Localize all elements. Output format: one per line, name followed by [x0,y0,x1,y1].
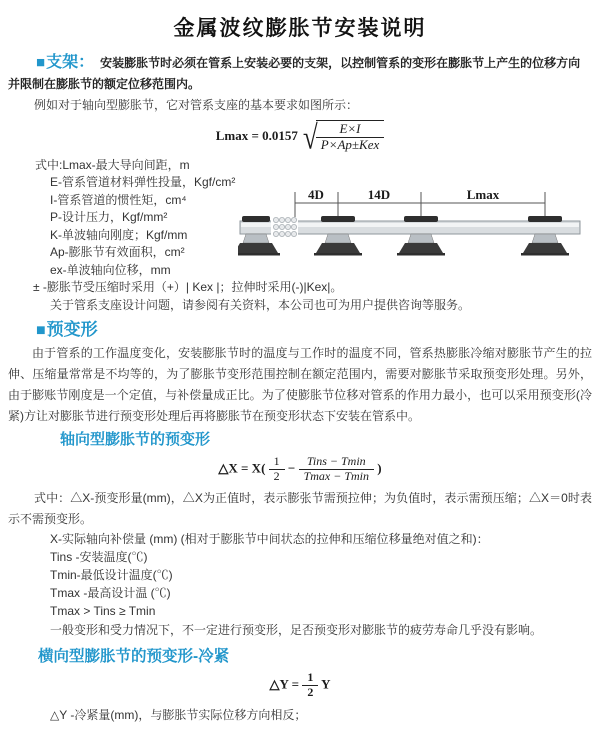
axial-definition-line: Tmax > Tins ≥ Tmin [50,603,156,618]
formula-delta-y [0,671,600,700]
formula-deltay-rhs: Y [321,676,331,692]
pipe-support-diagram [238,183,598,263]
fraction-denominator: P×Ap±Kex [320,136,380,152]
fraction-denominator: Tmax − Tmin [303,469,370,484]
dimension-label-4d: 4D [308,186,324,202]
formula-lmax-fraction [316,122,385,153]
support-note-line: 关于管系支座设计问题，请参阅有关资料，本公司也可为用户提供咨询等服务。 [50,297,471,312]
variable-definition-line: ex-单波轴向位移，mm [50,262,171,277]
axial-definition-line: Tmax -最高设计温 (℃) [50,585,171,600]
variable-definition-line: E-管系管道材料弹性投量，Kgf/cm² [50,175,236,190]
support-section-label: 支架： [46,54,95,71]
fraction-numerator: 1 [269,455,285,470]
page-title: 金属波纹膨胀节安装说明 [173,17,427,40]
fraction-numerator: Tins − Tmin [299,455,374,470]
variable-definition-line: K-单波轴向刚度；Kgf/mm [50,227,188,242]
formula-lmax [0,118,600,156]
axial-note-text: 一般变形和受力情况下，不一定进行预变形，足否预变形对膨胀节的疲劳寿命几乎没有影响。 [50,622,543,637]
variable-definitions [0,157,600,315]
support-example-text: 例如对于轴向型膨胀节，它对管系支座的基本要求如图所示： [34,98,359,112]
variable-definition-line: ± -膨胀节受压缩时采用（+）| Kex |；拉伸时采用(-)|Kex|。 [33,280,343,295]
support-section-intro [8,52,592,95]
dimension-label-lmax: Lmax [466,186,500,202]
axial-definition-line: Tins -安装温度(℃) [50,549,148,564]
predeform-section-title: 预变形 [46,320,98,340]
fraction-denominator: 2 [273,469,280,484]
axial-formula-description: 式中：△X-预变形量(mm)，△X为正值时，表示膨张节需预拉伸；为负值时，表示需预压缩；△X＝0时表示不需预变形。 [8,490,592,526]
close-paren: ) [377,460,382,476]
section-square-icon: ■ [36,54,46,71]
variable-definition-line: P-设计压力，Kgf/mm² [50,210,168,225]
axial-definition-line: Tmin-最低设计温度(℃) [50,567,173,582]
predeform-body-text: 由于管系的工作温度变化，安装膨胀节时的温度与工作时的温度不同，管系热膨胀冷缩对膨胀节产生的拉伸、压缩量常常是不均等的，为了膨胀节变形范围控制在额定范围内，需要对膨胀节采取预变形处理。另外，由于膨账节刚度是一个定值，与补偿量成正比。为了使膨胀节位移对管系的作用力最小，也可以采用预变形(冷紧)方让对膨胀节进行预变形处理后再将膨胀节在预变形状态下安装在管系中。 [8,346,592,424]
minus-operator: − [287,460,296,476]
sqrt-radical-symbol: √ [302,118,318,156]
formula-deltax-lhs: △X = X( [218,460,266,476]
one-half-fraction [302,671,318,700]
formula-deltay-lhs: △Y = [269,676,300,692]
lateral-subheading: 横向型膨胀节的预变形-冷紧 [38,647,230,665]
support-intro-text: 安装膨胀节时必须在管系上安装必要的支架，以控制管系的变形在膨胀节上产生的位移方向并限制在膨胀节的额定位移范围内。 [8,56,581,91]
dimension-label-14d: 14D [367,186,391,202]
lateral-description-text: △Y -冷紧量(mm)，与膨胀节实际位移方向相反； [50,707,307,722]
fraction-numerator: E×I [316,122,385,138]
temperature-fraction [299,455,374,484]
variable-definition-line: Ap-膨胀节有效面积，cm² [50,245,185,260]
variable-definition-line: I-管系管道的惯性矩，cm⁴ [50,192,187,207]
section-square-icon: ■ [36,322,46,340]
variable-definition-line: 式中:Lmax-最大导向间距，m [35,157,190,172]
axial-definition-line: X-实际轴向补偿量 (mm) (相对于膨胀节中间状态的拉伸和压缩位移量绝对值之和)： [50,531,489,546]
one-half-fraction [269,455,285,484]
fraction-numerator: 1 [302,671,318,686]
formula-delta-x [0,455,600,484]
predeform-section-header [8,320,592,341]
fraction-denominator: 2 [307,684,314,699]
axial-subheading: 轴向型膨胀节的预变形 [60,431,211,449]
sqrt-radicand [316,120,385,153]
formula-lmax-lhs: Lmax = 0.0157 [215,128,298,144]
bellows-icon [271,217,298,238]
